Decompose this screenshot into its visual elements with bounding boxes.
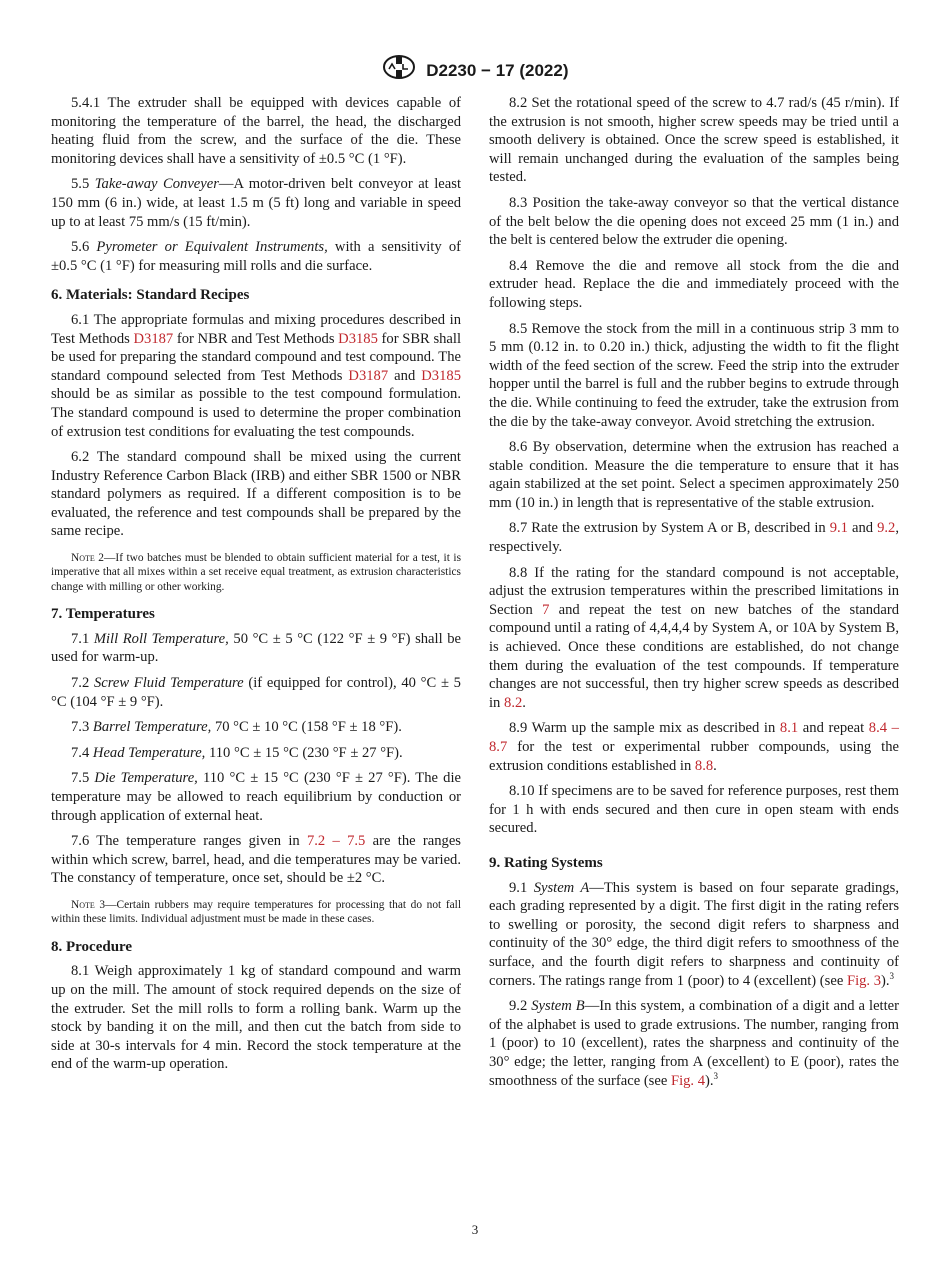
section-number: 9.2 xyxy=(509,998,528,1015)
section-text: 70 °C ± 10 °C (158 °F ± 18 °F). xyxy=(214,719,402,736)
section-text: with a sensitivity of ±0.5 °C (1 °F) for measuring mill rolls and die surface. xyxy=(51,239,461,274)
section-text: 50 °C ± 5 °C (122 °F ± 9 °F) shall be used for warm-up. xyxy=(51,630,461,666)
section-title: Mill Roll Temperature, xyxy=(93,630,229,647)
note-2 xyxy=(51,551,461,594)
paragraph-8-6: 8.6 By observation, determine when the extrusion has reached a stable condition. Measure the die temperature to ensure that it has again stabilized at the set point. Select a specimen approximately 250 mm (10 in.) in length that is representative of the stable extrusion. xyxy=(489,439,899,511)
heading-section-8: 8. Procedure xyxy=(51,938,133,955)
note-text: —If two batches must be blended to obtain sufficient material for a test, it is imperative that all mixes within a set receive equal treatment, as extrusion characteristics change with milling or other working. xyxy=(51,552,461,593)
text: 8.9 Warm up the sample mix as described in xyxy=(509,720,776,737)
paragraph-6-1 xyxy=(51,311,461,441)
ref-d3185[interactable]: D3185 xyxy=(421,367,461,384)
text: 8.8 If the rating for the standard compound is not acceptable, adjust the extrusion temperatures within the prescribed limitations in Section xyxy=(489,564,899,618)
text: for SBR shall be used for preparing the standard compound and test compound. The standard compound selected from Test Methods xyxy=(51,330,462,384)
paragraph-9-1 xyxy=(489,879,899,991)
section-text: —This system is based on four separate gradings, each grading represented by a digit. The first digit in the rating refers to swelling or porosity, the second digit refers to sharpness and continuity of the 30° edge, the third digit refers to smoothness of the surface, and the fourth digit refers to sharpness and continuity of corners. The ratings range from 1 (poor) to 4 (excellent) (see xyxy=(489,879,899,989)
section-title: Barrel Temperature, xyxy=(92,719,212,736)
footnote-ref: 3 xyxy=(889,970,895,981)
ref-7-2-to-7-5[interactable]: 7.2 – 7.5 xyxy=(306,833,366,850)
paragraph-7-2 xyxy=(51,674,461,711)
section-number: 9.1 xyxy=(509,879,528,896)
section-title: Take-away Conveyer xyxy=(94,176,219,193)
text: 7.6 The temperature ranges given in xyxy=(71,833,300,850)
paragraph-8-1: 8.1 Weigh approximately 1 kg of standard compound and warm up on the mill. The amount of stock required depends on the size of the extruder. Set the mill rolls to form a rolling bank. Warm up the stock by banding it on the mill, and then cut the batch from side to side at 30-s intervals for 4 min. Record the stock temperature at the end of the warm-up operation. xyxy=(51,963,461,1073)
ref-d3185[interactable]: D3185 xyxy=(338,330,378,347)
section-text: (if equipped for control), 40 °C ± 5 °C (104 °F ± 9 °F). xyxy=(51,675,461,710)
ref-9-1[interactable]: 9.1 xyxy=(829,520,848,537)
section-title: System B xyxy=(531,998,585,1015)
text: ). xyxy=(881,972,890,989)
text: for NBR and Test Methods xyxy=(176,330,335,347)
section-title: Screw Fluid Temperature xyxy=(93,675,244,692)
text: ). xyxy=(705,1072,714,1089)
paragraph-7-4 xyxy=(51,744,461,763)
section-number: 7.1 xyxy=(71,630,90,647)
ref-8-2[interactable]: 8.2 xyxy=(504,694,523,711)
section-title: Die Temperature, xyxy=(94,770,198,787)
paragraph-8-10: 8.10 If specimens are to be saved for reference purposes, rest them for 1 h with ends secured and then cure in open steam with ends secured. xyxy=(489,783,899,837)
heading-section-7: 7. Temperatures xyxy=(51,606,155,623)
paragraph-6-2: 6.2 The standard compound shall be mixed using the current Industry Reference Carbon Black (IRB) and either SBR 1500 or NBR standard polymers as required. If a different composition is to be evaluated, the reference and test compounds shall be prepared by the same recipe. xyxy=(51,449,461,540)
ref-8-8[interactable]: 8.8 xyxy=(694,757,714,774)
ref-8-4-to-8-7[interactable]: 8.4 – 8.7 xyxy=(489,720,899,755)
paragraph-8-3: 8.3 Position the take-away conveyor so that the vertical distance of the belt below the die opening does not exceed 25 mm (1 in.) and the belt is centered below the extruder die opening. xyxy=(489,194,899,249)
right-column xyxy=(489,94,899,1097)
section-text: —In this system, a combination of a digit and a letter of the alphabet is used to grade extrusions. The number, ranging from 1 (poor) to 10 (excellent), rates the sharpness and continuity of the 30° edge; the letter, ranging from A (excellent) to E (poor), rates the smoothness of the surface (see xyxy=(489,998,899,1089)
text: . xyxy=(713,757,717,774)
ref-9-2[interactable]: 9.2 xyxy=(877,520,896,537)
paragraph-7-6 xyxy=(51,832,461,888)
text: are the ranges within which screw, barrel, head, and die temperatures may be varied. The constancy of temperature, once set, should be ±2 °C. xyxy=(51,833,461,887)
section-text: 110 °C ± 15 °C (230 °F ± 27 °F). xyxy=(208,744,403,761)
paragraph-8-8 xyxy=(489,564,899,713)
paragraph-7-3 xyxy=(51,718,461,737)
note-label: Note 3 xyxy=(71,899,106,911)
ref-d3187[interactable]: D3187 xyxy=(348,367,389,384)
section-number: 7.4 xyxy=(71,744,90,761)
note-text: —Certain rubbers may require temperatures for processing that do not fall within these limits. Individual adjustment must be made in these cases. xyxy=(51,899,461,926)
section-number: 5.5 xyxy=(71,176,90,193)
paragraph-8-4: 8.4 Remove the die and remove all stock from the die and extruder head. Replace the die and immediately proceed with the following steps. xyxy=(489,257,899,311)
section-number: 7.2 xyxy=(71,675,90,692)
paragraph-9-2 xyxy=(489,997,899,1090)
ref-fig-4[interactable]: Fig. 4 xyxy=(670,1072,706,1089)
footnote-ref: 3 xyxy=(713,1070,719,1081)
astm-logo-icon xyxy=(382,54,416,85)
paragraph-5-5 xyxy=(51,175,461,231)
left-column xyxy=(51,94,461,1081)
note-label: Note 2 xyxy=(71,552,105,565)
paragraph-7-5 xyxy=(51,769,461,825)
page-header xyxy=(0,56,950,87)
heading-section-9: 9. Rating Systems xyxy=(489,854,603,871)
text: . xyxy=(522,694,526,711)
paragraph-5-6 xyxy=(51,238,461,275)
paragraph-8-7 xyxy=(489,519,899,556)
section-text: 110 °C ± 15 °C (230 °F ± 27 °F). The die temperature may be allowed to reach equilibrium by conduction or through application of external heat. xyxy=(51,770,461,824)
paragraph-7-1 xyxy=(51,630,461,667)
text: and xyxy=(394,367,416,384)
section-title: System A xyxy=(533,879,590,896)
text: for the test or experimental rubber compounds, using the extrusion conditions established in xyxy=(489,739,899,774)
text: 8.7 Rate the extrusion by System A or B, described in xyxy=(509,520,826,537)
ref-8-1[interactable]: 8.1 xyxy=(779,720,799,737)
ref-d3187[interactable]: D3187 xyxy=(133,330,174,347)
paragraph-8-2: 8.2 Set the rotational speed of the screw to 4.7 rad/s (45 r/min). If the extrusion is not smooth, higher screw speeds may be tried until a smooth delivery is obtained. Once the screw speed is established, it will remain unchanged during the evaluation of the samples being tested. xyxy=(489,95,899,186)
heading-section-6: 6. Materials: Standard Recipes xyxy=(51,287,250,304)
section-number: 5.6 xyxy=(71,239,90,256)
text: and xyxy=(851,520,874,537)
text: should be as similar as possible to the test compound formulation. The standard compound is used to determine the proper combination of extrusion test conditions for evaluating the test compounds. xyxy=(51,386,461,440)
section-title: Pyrometer or Equivalent Instruments, xyxy=(96,239,328,256)
paragraph-5-4-1: 5.4.1 The extruder shall be equipped with devices capable of monitoring the temperature of the barrel, the head, the discharged heating fluid from the screw, and the surface of the die. These monitoring devices shall have a sensitivity of ±0.5 °C (1 °F). xyxy=(51,95,461,167)
text: , respectively. xyxy=(489,520,899,556)
note-3 xyxy=(51,898,461,927)
document-designation: D2230 − 17 (2022) xyxy=(426,60,569,80)
ref-section-7[interactable]: 7 xyxy=(542,601,550,618)
section-title: Head Temperature, xyxy=(92,744,206,761)
text: and repeat xyxy=(802,720,865,737)
section-number: 7.3 xyxy=(71,719,90,736)
paragraph-8-9 xyxy=(489,719,899,775)
page-number: 3 xyxy=(471,1222,479,1237)
section-text: —A motor-driven belt conveyor at least 150 mm (6 in.) wide, at least 1.5 m (5 ft) long and variable in speed up to at least 75 mm/s (15 ft/min). xyxy=(51,176,462,230)
text: and repeat the test on new batches of the standard compound until a rating of 4,4,4,4 by System A, or 10A by System B, is achieved. Once these conditions are established, do not change them during the evaluation of the test compounds. If temperature changes are not successful, then try higher screw speeds as described in xyxy=(489,601,899,711)
paragraph-8-5: 8.5 Remove the stock from the mill in a continuous strip 3 mm to 5 mm (0.12 in. to 0.20 in.) thick, adjusting the width to fit the flight width of the feed section of the screw. Feed the strip into the extruder hopper until the barrel is full and the rubber begins to extrude through the die. While continuing to feed the extruder, take the extrusion from the die by the take-away conveyor. Avoid stretching the extrusion. xyxy=(489,320,899,430)
text: 6.1 The appropriate formulas and mixing procedures described in Test Methods xyxy=(51,311,461,347)
section-number: 7.5 xyxy=(71,770,90,787)
ref-fig-3[interactable]: Fig. 3 xyxy=(846,972,882,989)
